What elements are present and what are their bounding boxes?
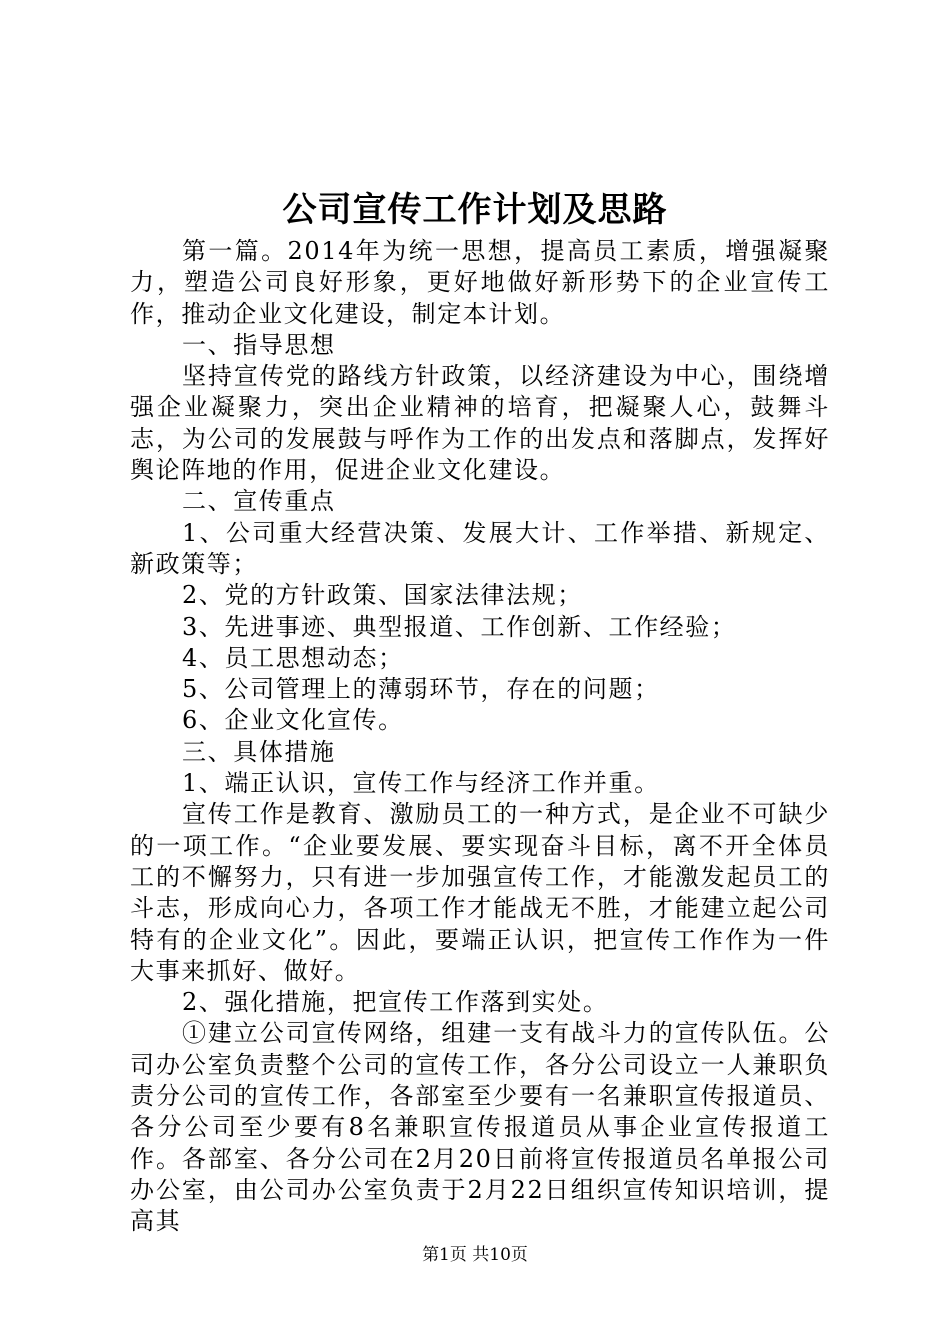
subheading: 1、端正认识，宣传工作与经济工作并重。 <box>182 769 660 798</box>
section-heading: 二、宣传重点 <box>182 487 336 516</box>
document-body <box>130 236 830 1238</box>
page-footer: 第1页 共10页 <box>422 1245 528 1265</box>
list-item: 4、员工思想动态； <box>182 643 404 672</box>
paragraph: ①建立公司宣传网络，组建一支有战斗力的宣传队伍。公司办公室负责整个公司的宣传工作，各分公司设立一人兼职负责分公司的宣传工作，各部室至少要有一名兼职宣传报道员、各分公司至少要有8名兼职宣传报道员从事企业宣传报道工作。各部室、各分公司在2月20日前将宣传报道员名单报公司办公室，由公司办公室负责于2月22日组织宣传知识培训，提高其 <box>130 1019 830 1236</box>
list-item: 3、先进事迹、典型报道、工作创新、工作经验； <box>182 612 737 641</box>
list-item: 2、党的方针政策、国家法律法规； <box>182 581 583 610</box>
list-item: 6、企业文化宣传。 <box>182 706 404 735</box>
section-heading: 一、指导思想 <box>182 330 336 359</box>
document-title: 公司宣传工作计划及思路 <box>282 190 668 230</box>
paragraph: 第一篇。2014年为统一思想，提高员工素质，增强凝聚力，塑造公司良好形象，更好地做好新形势下的企业宣传工作，推动企业文化建设，制定本计划。 <box>130 237 830 328</box>
paragraph: 坚持宣传党的路线方针政策，以经济建设为中心，围绕增强企业凝聚力，突出企业精神的培育，把凝聚人心，鼓舞斗志，为公司的发展鼓与呼作为工作的出发点和落脚点，发挥好舆论阵地的作用，促进企业文化建设。 <box>130 362 830 485</box>
list-item: 5、公司管理上的薄弱环节，存在的问题； <box>182 675 660 704</box>
section-heading: 三、具体措施 <box>182 737 336 766</box>
paragraph: 宣传工作是教育、激励员工的一种方式，是企业不可缺少的一项工作。“企业要发展、要实现奋斗目标，离不开全体员工的不懈努力，只有进一步加强宣传工作，才能激发起员工的斗志，形成向心力，各项工作才能战无不胜，才能建立起公司特有的企业文化”。因此，要端正认识，把宣传工作作为一件大事来抓好、做好。 <box>130 800 830 985</box>
subheading: 2、强化措施，把宣传工作落到实处。 <box>182 988 609 1017</box>
list-item: 1、公司重大经营决策、发展大计、工作举措、新规定、新政策等； <box>130 518 830 578</box>
